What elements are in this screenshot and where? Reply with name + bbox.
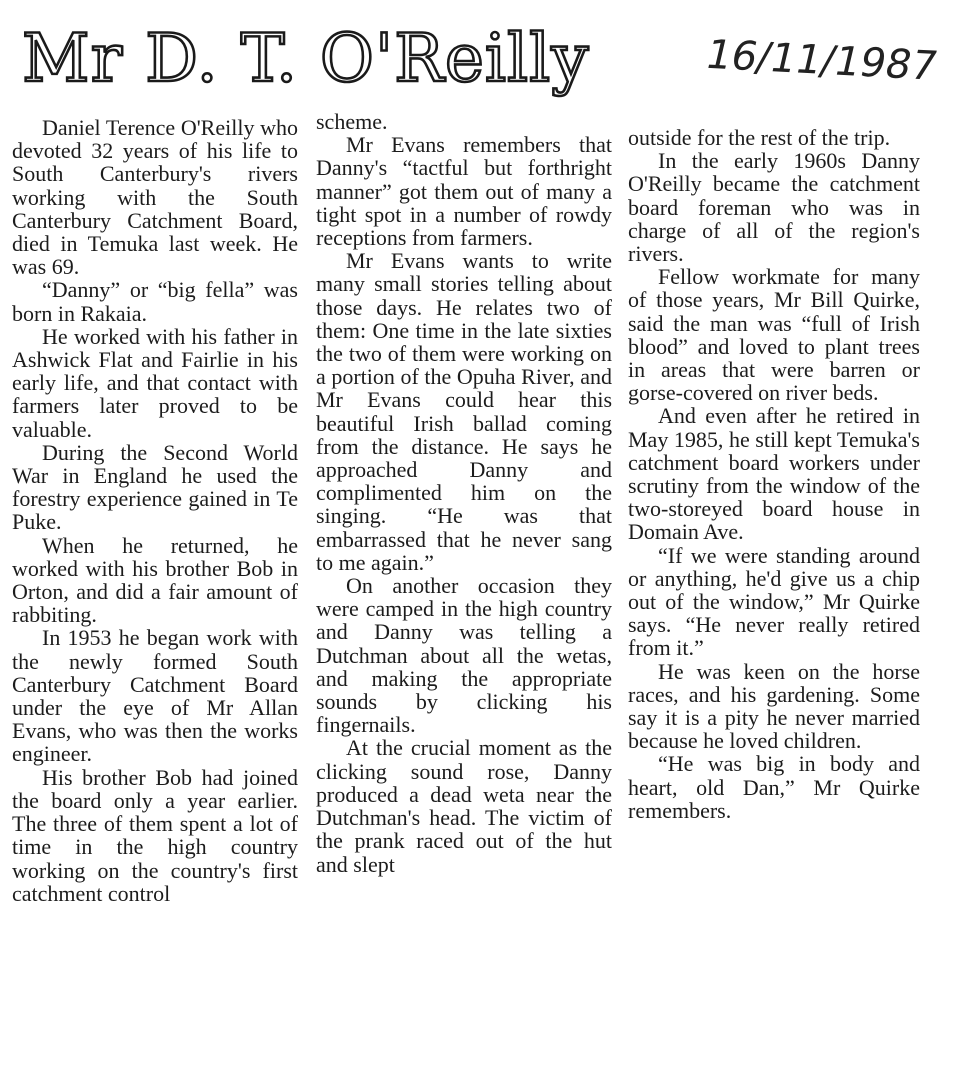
paragraph: “Danny” or “big fella” was born in Rakaia.	[12, 277, 298, 326]
paragraph: During the Second World War in England he used the forestry experience gained in Te Puke.	[12, 439, 298, 535]
paragraph: “He was big in body and heart, old Dan,” Mr Quirke remembers.	[628, 751, 920, 823]
paragraph: scheme.	[316, 109, 388, 134]
paragraph: outside for the rest of the trip.	[628, 125, 891, 150]
paragraph: “If we were standing around or anything, he'd give us a chip out of the window,” Mr Quirke says. “He never really retired from it.”	[628, 542, 920, 661]
paragraph: He was keen on the horse races, and his gardening. Some say it is a pity he never married because he loved children.	[628, 658, 920, 754]
paragraph: He worked with his father in Ashwick Flat and Fairlie in his early life, and that contact with farmers later proved to be valuable.	[12, 323, 298, 442]
article-column-1	[12, 116, 298, 905]
paragraph: When he returned, he worked with his brother Bob in Orton, and did a fair amount of rabbiting.	[12, 532, 298, 628]
paragraph: Mr Evans remembers that Danny's “tactful but forthright manner” got them out of many a tight spot in a number of rowdy receptions from farmers.	[316, 132, 612, 251]
paragraph: His brother Bob had joined the board only a year earlier. The three of them spent a lot of time in the high country working on the country's first catchment control	[12, 764, 298, 906]
paragraph: In the early 1960s Danny O'Reilly became the catchment board foreman who was in charge of all of the region's rivers.	[628, 148, 920, 267]
paragraph: Mr Evans wants to write many small stories telling about those days. He relates two of them: One time in the late sixties the two of them were working on a portion of the Opuha River, and Mr Evans could hear this beautiful Irish ballad coming from the distance. He says he approached Danny and complimented him on the singing. “He was that embarrassed that he never sang to me again.”	[316, 248, 612, 575]
paragraph: At the crucial moment as the clicking sound rose, Danny produced a dead weta near the Dutchman's head. The victim of the prank raced out of the hut and slept	[316, 735, 612, 877]
paragraph: Fellow workmate for many of those years, Mr Bill Quirke, said the man was “full of Irish blood” and loved to plant trees in areas that were barren or gorse-covered on river beds.	[628, 264, 920, 406]
article-column-2	[316, 110, 612, 876]
paragraph: In 1953 he began work with the newly formed South Canterbury Catchment Board under the eye of Mr Allan Evans, who was then the works engineer.	[12, 625, 298, 767]
paragraph: Daniel Terence O'Reilly who devoted 32 years of his life to South Canterbury's rivers working with the South Canterbury Catchment Board, died in Temuka last week. He was 69.	[12, 115, 298, 280]
article-headline: Mr D. T. O'Reilly	[22, 20, 590, 97]
article-column-3	[628, 126, 920, 822]
handwritten-date: 16/11/1987	[701, 31, 942, 90]
paragraph: On another occasion they were camped in the high country and Danny was telling a Dutchman about all the wetas, and making the appropriate sounds by clicking his fingernails.	[316, 573, 612, 738]
paragraph: And even after he retired in May 1985, he still kept Temuka's catchment board workers under scrutiny from the window of the two-storeyed board house in Domain Ave.	[628, 403, 920, 545]
